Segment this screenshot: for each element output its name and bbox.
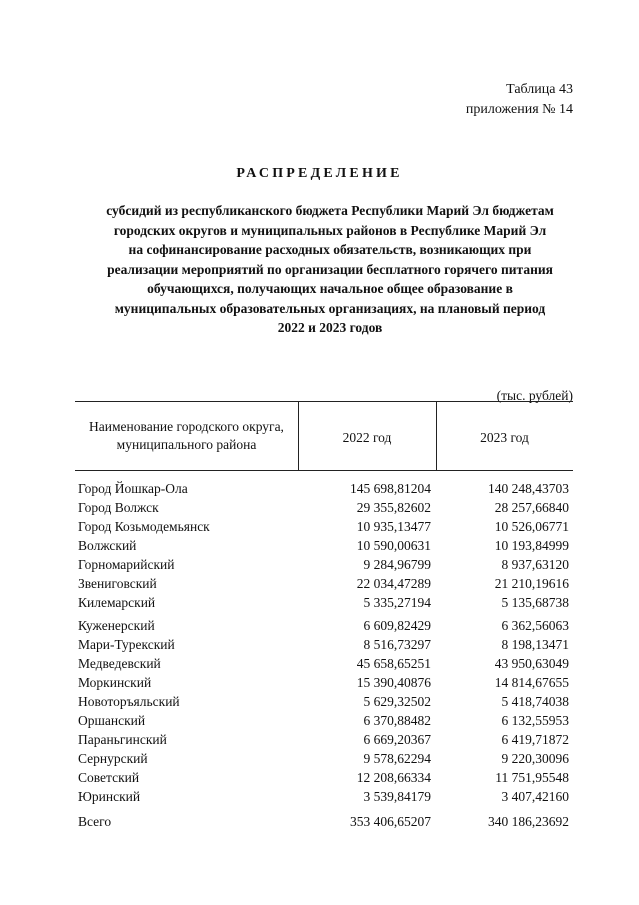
- table-row: Юринский 3 539,84179 3 407,42160: [78, 789, 569, 804]
- table-row: Сернурский 9 578,62294 9 220,30096: [78, 751, 569, 766]
- table-header-rule: [75, 470, 573, 471]
- subtitle-line: на софинансирование расходных обязательств, возникающих при: [128, 242, 532, 257]
- table-row: Медведевский 45 658,65251 43 950,63049: [78, 656, 569, 671]
- subtitle-line: городских округов и муниципальных районов в Республике Марий Эл: [113, 222, 547, 238]
- table-row: Оршанский 6 370,88482 6 132,55953: [78, 713, 569, 728]
- document-subtitle: [70, 201, 590, 338]
- subtitle-line: обучающихся, получающих начальное общее образование в: [147, 281, 513, 296]
- table-row: Горномарийский 9 284,96799 8 937,63120: [78, 557, 569, 572]
- table-row: Новоторъяльский 5 629,32502 5 418,74038: [78, 694, 569, 709]
- subtitle-line: реализации мероприятий по организации бесплатного горячего питания: [107, 261, 553, 277]
- appendix-number: приложения № 14: [465, 102, 573, 117]
- table-row: Звениговский 22 034,47289 21 210,19616: [78, 576, 569, 591]
- subtitle-line: муниципальных образовательных организациях, на плановый период: [114, 300, 546, 316]
- table-reference: [466, 80, 573, 120]
- subtitle-line: 2022 и 2023 годов: [277, 320, 383, 335]
- table-row: Параньгинский 6 669,20367 6 419,71872: [78, 732, 569, 747]
- table-row: Город Йошкар-Ола 145 698,81204 140 248,43703: [78, 481, 569, 496]
- subtitle-line: субсидий из республиканского бюджета Республики Марий Эл бюджетам: [106, 203, 554, 218]
- table-row: Город Козьмодемьянск 10 935,13477 10 526,06771: [78, 519, 569, 534]
- table-row: Килемарский 5 335,27194 5 135,68738: [78, 595, 569, 610]
- table-row: Волжский 10 590,00631 10 193,84999: [78, 538, 569, 553]
- table-row: Куженерский 6 609,82429 6 362,56063: [78, 618, 569, 633]
- table-row: Город Волжск 29 355,82602 28 257,66840: [78, 500, 569, 515]
- column-header-name: Наименование городского округа, муниципального района: [89, 419, 284, 452]
- table-row: Советский 12 208,66334 11 751,95548: [78, 770, 569, 785]
- column-header-2023: 2023 год: [480, 430, 529, 445]
- table-total-row: Всего 353 406,65207 340 186,23692: [78, 814, 569, 829]
- table-row: Моркинский 15 390,40876 14 814,67655: [78, 675, 569, 690]
- table-top-rule: [75, 401, 573, 402]
- table-number: Таблица 43: [506, 82, 573, 97]
- column-header-2022: 2022 год: [342, 430, 392, 445]
- table-row: Мари-Турекский 8 516,73297 8 198,13471: [78, 637, 569, 652]
- unit-label: (тыс. рублей): [496, 388, 573, 403]
- document-heading: РАСПРЕДЕЛЕНИЕ: [236, 166, 403, 181]
